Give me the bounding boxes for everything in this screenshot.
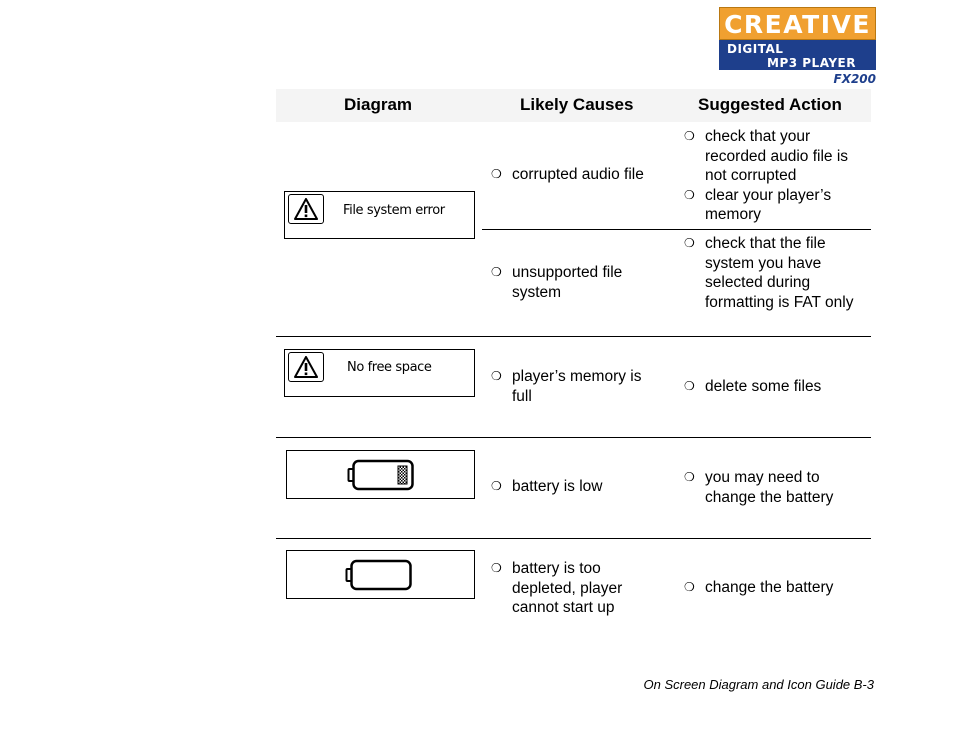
lcd-message: File system error [343, 203, 445, 218]
action-cell [684, 377, 864, 397]
lcd-message: No free space [347, 360, 432, 375]
bullet-icon: ❍ [491, 369, 502, 383]
bullet-icon: ❍ [684, 129, 695, 143]
creative-logo [719, 7, 876, 86]
battery-low-icon [347, 459, 415, 491]
header-likely-causes: Likely Causes [520, 95, 634, 114]
list-item: ❍ battery is too depleted, player cannot start up [491, 560, 623, 616]
bullet-icon: ❍ [684, 379, 695, 393]
cause-cell [491, 559, 657, 618]
list-item: ❍ delete some files [684, 378, 822, 395]
row-divider [276, 437, 871, 438]
action-cell [684, 234, 864, 312]
bullet-icon: ❍ [684, 470, 695, 484]
lcd-diagram-file-system-error [284, 191, 475, 239]
list-item: ❍ unsupported file system [491, 264, 623, 301]
header-suggested-action: Suggested Action [698, 95, 842, 114]
bullet-icon: ❍ [684, 580, 695, 594]
cause-cell [491, 165, 671, 185]
warning-icon [288, 352, 324, 382]
cause-cell [491, 367, 663, 406]
header-diagram: Diagram [344, 95, 413, 114]
bullet-icon: ❍ [491, 167, 502, 181]
logo-line-1: DIGITAL [727, 42, 784, 56]
page-footer: On Screen Diagram and Icon Guide B-3 [643, 677, 874, 692]
row-divider [276, 336, 871, 337]
list-item: ❍ check that your recorded audio file is not corrupted [684, 128, 849, 184]
warning-icon [288, 194, 324, 224]
action-cell [684, 127, 868, 225]
list-item: ❍ check that the file system you have selected during formatting is FAT only [684, 235, 854, 311]
bullet-icon: ❍ [491, 479, 502, 493]
logo-brand: CREATIVE [719, 7, 876, 40]
action-cell [684, 578, 864, 598]
bullet-icon: ❍ [684, 187, 695, 202]
battery-empty-icon [345, 559, 413, 591]
list-item: ❍ player’s memory is full [491, 368, 642, 405]
lcd-diagram-battery-low [286, 450, 475, 499]
cause-cell [491, 477, 661, 497]
bullet-icon: ❍ [684, 236, 695, 250]
row-divider [482, 229, 871, 230]
list-item: ❍ change the battery [684, 579, 834, 596]
lcd-diagram-battery-empty [286, 550, 475, 599]
bullet-icon: ❍ [491, 265, 502, 279]
table-header [276, 89, 871, 122]
list-item: ❍ battery is low [491, 478, 603, 495]
list-item: ❍ corrupted audio file [491, 166, 644, 183]
row-divider [276, 538, 871, 539]
lcd-diagram-no-free-space [284, 349, 475, 397]
cause-cell [491, 263, 661, 302]
action-cell [684, 468, 864, 507]
logo-line-2: MP3 PLAYER [767, 56, 856, 70]
logo-model: FX200 [833, 72, 876, 86]
bullet-icon: ❍ [491, 561, 502, 575]
list-item: ❍ clear your player’s memory [684, 186, 832, 223]
logo-product-band [719, 40, 876, 70]
list-item: ❍ you may need to change the battery [684, 469, 834, 506]
